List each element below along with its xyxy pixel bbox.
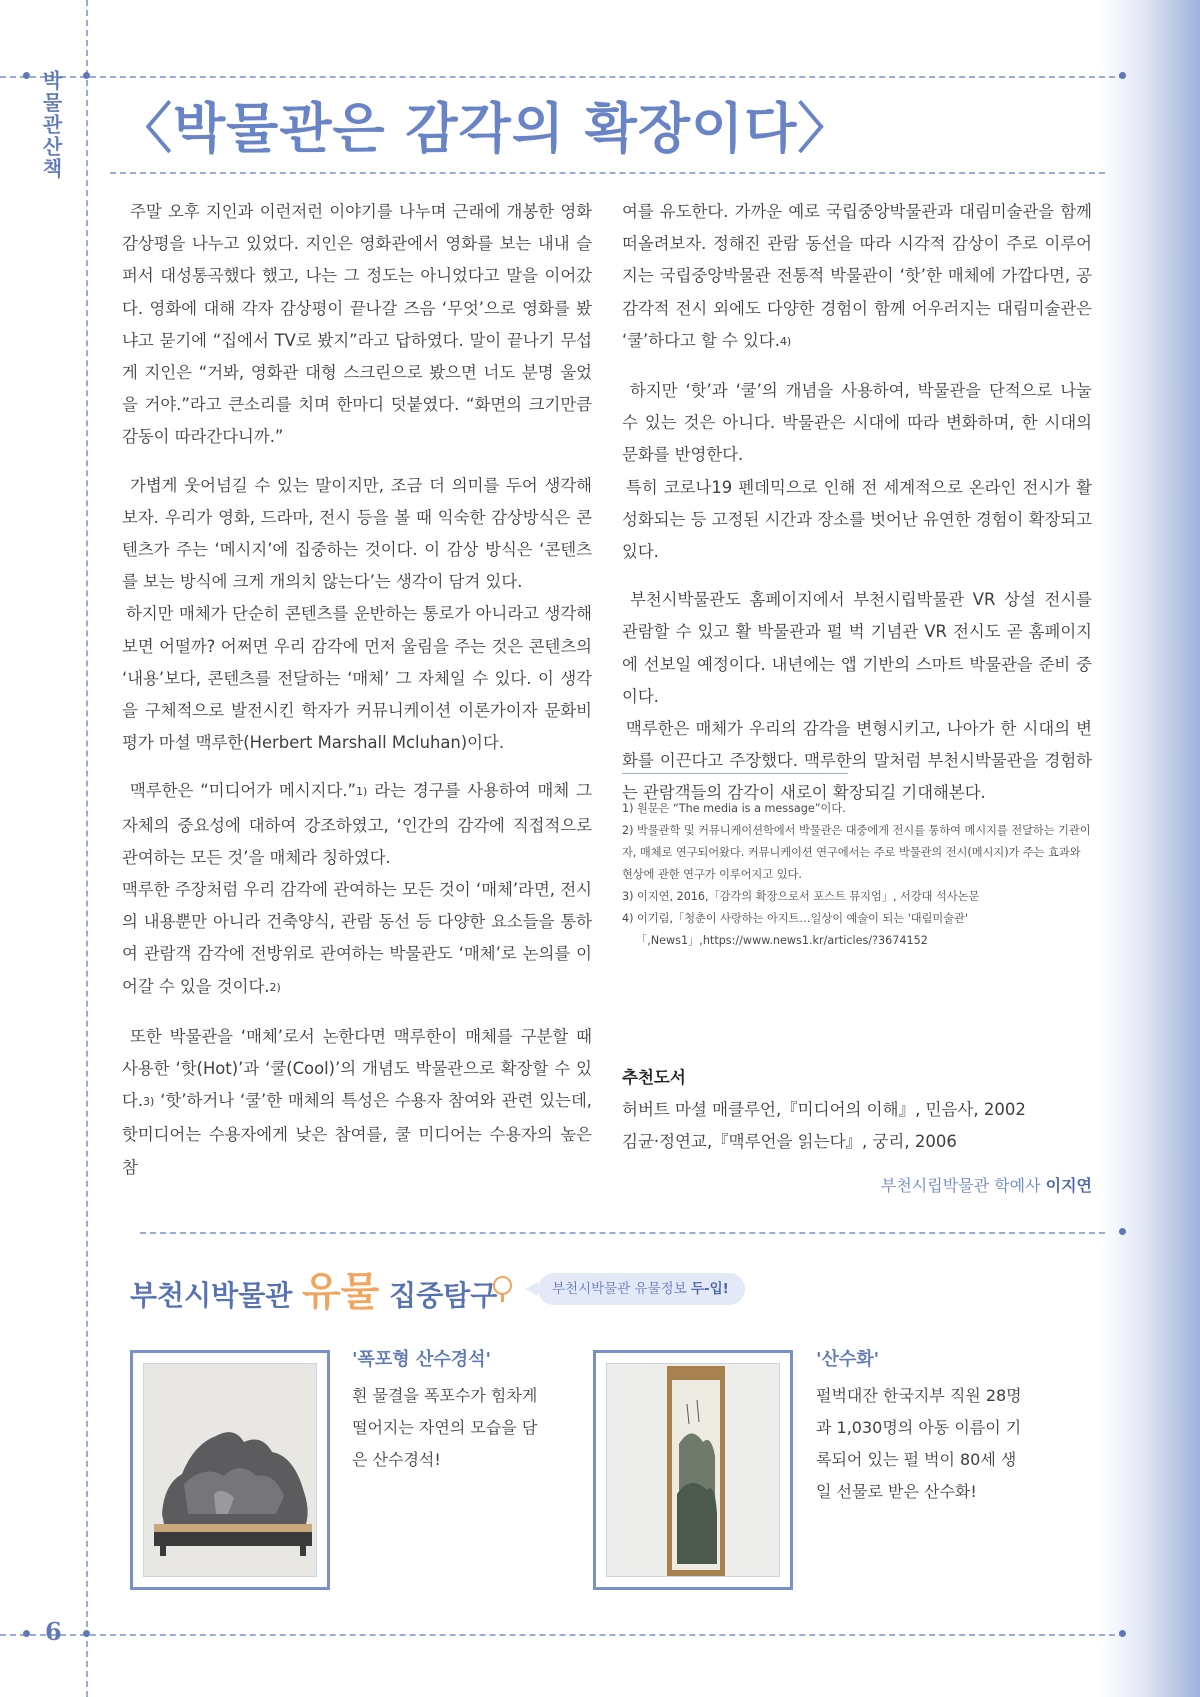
footnote-divider [622, 773, 848, 774]
artifact-photo-frame [593, 1350, 793, 1590]
article-paragraph: 하지만 매체가 단순히 콘텐츠를 운반하는 통로가 아니라고 생각해보면 어떨까? 어쩌면 우리 감각에 먼저 울림을 주는 것은 콘텐츠의 ‘내용’보다, 콘텐츠를 전달하는 ‘매체’ 그 자체일 수 있다. 이 생각을 구체적으로 발전시킨 학자가 커뮤니케이션 이론가이자 문화비평가 마셜 맥루한(Herbert Marshall Mcluhan)이다. [122, 604, 592, 753]
page-number: 6 [45, 1617, 62, 1646]
footnote-ref: 3) [143, 1095, 155, 1109]
artifact-section-title: 부천시박물관 유물 집중탐구 [130, 1269, 498, 1315]
footnote-item: 4) 이기림,「청춘이 사랑하는 아지트…일상이 예술이 되는 '대림미술관' [622, 912, 968, 925]
decor-dot [23, 72, 30, 79]
footnote-ref: 2) [269, 980, 281, 994]
right-gradient-band [1100, 0, 1200, 1697]
title-highlight: 유물 [302, 1269, 380, 1315]
article-paragraph: 맥루한 주장처럼 우리 감각에 관여하는 모든 것이 ‘매체’라면, 전시의 내용뿐만 아니라 건축양식, 관람 동선 등 다양한 요소들을 통하여 관람객 감각에 전방위로 관여하는 박물관도 ‘매체’로 논의를 이어갈 수 있을 것이다.$^{2)}$ [122, 880, 592, 996]
footnote-item: 「,News1」,https://www.news1.kr/articles/?3674152 [636, 934, 928, 947]
bottom-dashed-rule [0, 1634, 1125, 1636]
footnotes [622, 798, 1092, 952]
recommended-book-item: 김균·정연교,『맥루언을 읽는다』, 궁리, 2006 [622, 1132, 957, 1151]
footnote-item: 1) 원문은 “The media is a message”이다. [622, 802, 846, 815]
artifact-photo-frame [130, 1350, 330, 1590]
article-paragraph: 맥루한은 “미디어가 메시지다.”$^{1)}$ 라는 경구를 사용하여 매체 그 자체의 중요성에 대하여 강조하였고, ‘인간의 감각에 직접적으로 관여하는 모든 것’을 매체라 칭하였다. [122, 781, 592, 867]
decor-dot [83, 1630, 90, 1637]
decor-dot [1119, 1228, 1126, 1235]
article-paragraph: 맥루한은 매체가 우리의 감각을 변형시키고, 나아가 한 시대의 변화를 이끈다고 주장했다. 맥루한의 말처럼 부천시박물관을 경험하는 관람객들의 감각이 새로이 확장되길 기대해본다. [622, 719, 1092, 803]
footnote-item: 3) 이지연, 2016,「감각의 확장으로서 포스트 뮤지엄」, 서강대 석사논문 [622, 890, 980, 903]
article-paragraph: 부천시박물관도 홈페이지에서 부천시립박물관 VR 상설 전시를 관람할 수 있고 활 박물관과 펄 벅 기념관 VR 전시도 곧 홈페이지에 선보일 예정이다. 내년에는 앱 기반의 스마트 박물관을 준비 중이다. [622, 590, 1092, 706]
footnote-ref: 1) [356, 785, 368, 799]
artifact-description: 흰 물결을 폭포수가 힘차게 떨어지는 자연의 모습을 담은 산수경석! [352, 1386, 538, 1469]
artifact-photo [606, 1363, 780, 1577]
artifact-description: 펄벅대잔 한국지부 직원 28명과 1,030명의 아동 이름이 기록되어 있는 펄 벅이 80세 생일 선물로 받은 산수화! [816, 1386, 1022, 1501]
article-paragraph: 하지만 ‘핫’과 ‘쿨’의 개념을 사용하여, 박물관을 단적으로 나눌 수 있는 것은 아니다. 박물관은 시대에 따라 변화하며, 한 시대의 문화를 반영한다. [622, 381, 1092, 465]
article-paragraph: 또한 박물관을 ‘매체’로서 논한다면 맥루한이 매체를 구분할 때 사용한 ‘핫(Hot)’과 ‘쿨(Cool)’의 개념도 박물관으로 확장할 수 있다.$^{3)}$ ‘핫’하거나 ‘쿨’한 매체의 특성은 수용자 참여와 관련 있는데, 핫미디어는 수용자에게 낮은 참여를, 쿨 미디어는 수용자의 높은 참 [122, 1026, 592, 1177]
article-paragraph: 주말 오후 지인과 이런저런 이야기를 나누며 근래에 개봉한 영화 감상평을 나누고 있었다. 지인은 영화관에서 영화를 보는 내내 슬퍼서 대성통곡했다 했고, 나는 그 정도는 아니었다고 말을 이어갔다. 영화에 대해 각자 감상평이 끝나갈 즈음 ‘무엇’으로 영화를 봤냐고 묻기에 “집에서 TV로 봤지”라고 답하였다. 말이 끝나기 무섭게 지인은 “거봐, 영화관 대형 스크린으로 봤으면 너도 분명 울었을 거야.”라고 큰소리를 치며 한마디 덧붙였다. “화면의 크기만큼 감동이 따라간다니까.” [122, 202, 592, 447]
article-paragraph: 특히 코로나19 펜데믹으로 인해 전 세계적으로 온라인 전시가 활성화되는 등 고정된 시간과 장소를 벗어난 유연한 경험이 확장되고 있다. [622, 477, 1092, 562]
artifact-photo [143, 1363, 317, 1577]
recommended-books [622, 1062, 1092, 1158]
article-right-column [622, 196, 1092, 810]
artifact-info-pill: 부천시박물관 유물정보 두-입! [538, 1273, 745, 1305]
decor-dot [1119, 72, 1126, 79]
section-dashed-rule [140, 1232, 1105, 1234]
magnifier-icon [493, 1276, 512, 1295]
title-dashed-rule [110, 172, 1105, 174]
footnote-item: 2) 박물관학 및 커뮤니케이션학에서 박물관은 대중에게 전시를 통하여 메시지를 전달하는 기관이자, 매체로 연구되어왔다. 커뮤니케이션 연구에서는 주로 박물관의 전시(메시지)가 주는 효과와 현상에 관한 연구가 이루어지고 있다. [622, 824, 1091, 881]
left-dashed-rule [86, 0, 88, 1697]
landscape-stone-image [144, 1364, 317, 1577]
decor-dot [1119, 1630, 1126, 1637]
decor-dot [83, 72, 90, 79]
footnote-ref: 4) [779, 334, 792, 348]
landscape-painting-image [607, 1364, 780, 1577]
artifact-title: '산수화' [816, 1349, 880, 1370]
author-credit [881, 1173, 1092, 1196]
article-paragraph: 가볍게 웃어넘길 수 있는 말이지만, 조금 더 의미를 두어 생각해보자. 우리가 영화, 드라마, 전시 등을 볼 때 익숙한 감상방식은 콘텐츠가 주는 ‘메시지’에 집중하는 것이다. 이 감상 방식은 ‘콘텐츠를 보는 방식에 크게 개의치 않는다’는 생각이 담겨 있다. [122, 475, 592, 592]
page-title: 〈박물관은 감각의 확장이다〉 [118, 96, 853, 160]
author-name: 이지연 [1045, 1176, 1092, 1195]
artifact-title: '폭포형 산수경석' [352, 1349, 492, 1370]
pill-pointer [525, 1282, 538, 1296]
decor-dot [23, 1630, 30, 1637]
recommended-book-item: 허버트 마셜 매클루언,『미디어의 이해』, 민음사, 2002 [622, 1100, 1026, 1119]
article-paragraph: 여를 유도한다. 가까운 예로 국립중앙박물관과 대림미술관을 함께 떠올려보자. 정해진 관람 동선을 따라 시각적 감상이 주로 이루어지는 국립중앙박물관 전통적 박물관이 ‘핫’한 매체에 가깝다면, 공감각적 전시 외에도 다양한 경험이 함께 어우러지는 대림미술관은 ‘쿨’하다고 할 수 있다.$^{4)}$ [622, 202, 1092, 350]
author-affiliation: 부천시립박물관 학예사 [880, 1176, 1041, 1195]
article-left-column [122, 196, 592, 1184]
recommended-books-heading: 추천도서 [622, 1068, 686, 1087]
top-dashed-rule [0, 76, 1125, 78]
section-side-label: 박물관산책 [39, 70, 63, 180]
